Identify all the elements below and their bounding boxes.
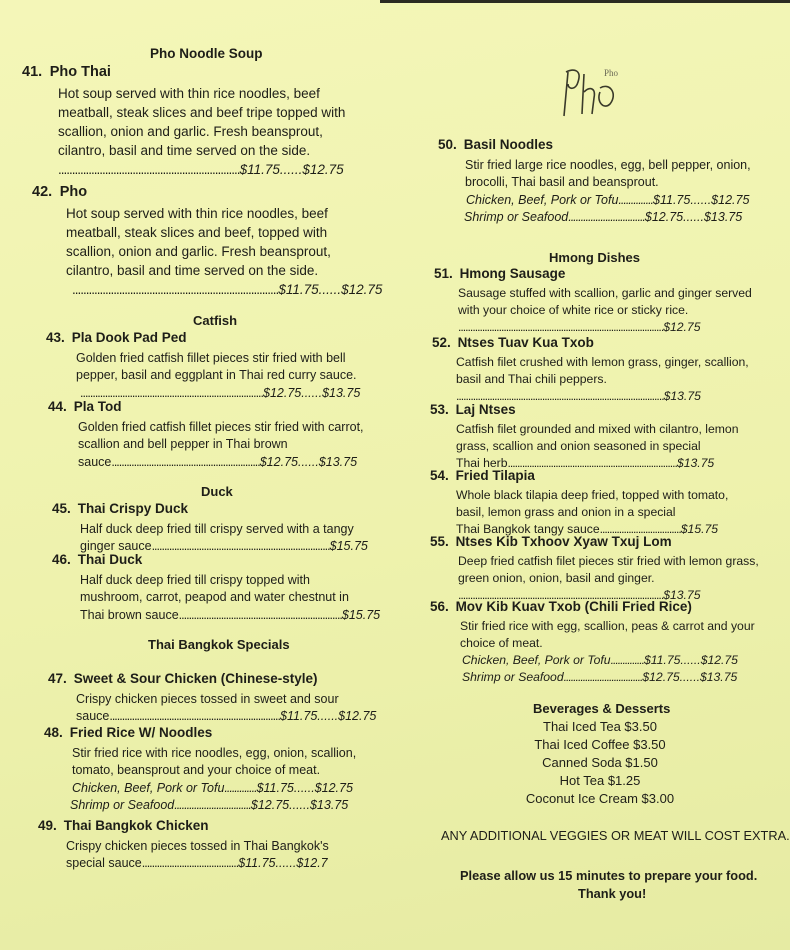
item-description: Hot soup served with thin rice noodles, beef meatball, steak slices and beef tripe topped with scallion, onion and garlic. Fresh beansprout, cilantro, basil and time served on the side. (58, 86, 346, 158)
section-specials: Thai Bangkok Specials (148, 637, 290, 652)
item-price: $11.75......$12.75 (653, 192, 750, 207)
menu-item-47: 47. Sweet & Sour Chicken (Chinese-style) Crispy chicken pieces tossed in sweet and sour sauce.....................................................................$11.75......$12.75 (48, 671, 377, 723)
item-price: $13.75 (676, 456, 715, 470)
item-description: Catfish filet grounded and mixed with cilantro, lemon grass, scallion and onion seasoned in special (456, 422, 739, 453)
item-number: 53. (430, 402, 449, 417)
menu-item-41: 41. Pho Thai Hot soup served with thin rice noodles, beef meatball, steak slices and beef tripe topped with scallion, onion and garlic. Fresh beansprout, cilantro, basil and time served on the side. ..................................................................$11.75......$12.75 (22, 62, 382, 179)
item-description: Crispy chicken pieces tossed in sweet and sour (76, 691, 339, 706)
item-name: Thai Duck (77, 552, 143, 567)
logo-text: Pho (604, 68, 619, 78)
menu-item-54: 54. Fried Tilapia Whole black tilapia deep fried, topped with tomato, basil, lemon grass and onion in a special Thai Bangkok tangy sauce..................................$15.75 (430, 467, 770, 538)
item-option: Chicken, Beef, Pork or Tofu (72, 780, 225, 795)
item-number: 41. (22, 64, 43, 80)
menu-item-50: 50. Basil Noodles Stir fried large rice noodles, egg, bell pepper, onion, brocolli, Thai basil and beansprout. Chicken, Beef, Pork or Tofu..............$11.75......$12.75 Shrimp or Seafood...............................$12.75......$13.75 (438, 136, 778, 227)
item-price: $11.75......$12.75 (239, 162, 344, 177)
item-name: Thai Crispy Duck (77, 501, 189, 516)
section-catfish: Catfish (193, 313, 238, 328)
item-name: Ntses Tuav Kua Txob (457, 335, 594, 350)
item-number: 51. (434, 266, 453, 281)
item-description: Sausage stuffed with scallion, garlic and ginger served with your choice of white rice or sticky rice. (458, 286, 752, 317)
item-price: $12.75 (663, 320, 701, 334)
item-price: $15.75 (341, 607, 381, 622)
item-number: 54. (430, 468, 449, 483)
item-price: $15.75 (329, 539, 368, 553)
item-description: Hot soup served with thin rice noodles, beef meatball, steak slices and beef, topped with scallion, onion and garlic. Fresh beansprout, cilantro, basil and time served on the side. (66, 206, 331, 278)
item-price: $12.75......$13.75 (263, 385, 361, 400)
item-price: $13.75 (663, 588, 701, 602)
item-name: Thai Bangkok Chicken (63, 818, 209, 833)
item-name: Pho (59, 184, 88, 200)
item-option: Shrimp or Seafood (70, 798, 175, 812)
menu-item-43: 43. Pla Dook Pad Ped Golden fried catfish fillet pieces stir fried with bell pepper, basil and eggplant in Thai red curry sauce. ..........................................................................$12.75......$13.75 (46, 329, 386, 402)
beverage-item: Coconut Ice Cream $3.00 (525, 791, 675, 806)
item-description-end: Thai herb (456, 456, 508, 470)
item-price: $12.75......$13.75 (259, 454, 358, 469)
item-name: Sweet & Sour Chicken (Chinese-style) (73, 671, 318, 686)
item-number: 50. (438, 137, 457, 152)
item-name: Laj Ntses (455, 402, 516, 417)
item-description: Deep fried catfish filet pieces stir fried with lemon grass, green onion, onion, basil and ginger. (458, 554, 759, 585)
item-number: 47. (48, 671, 67, 686)
beverage-item: Thai Iced Coffee $3.50 (534, 737, 666, 752)
item-description: Stir fried rice with rice noodles, egg, onion, scallion, tomato, beansprout and your choice of meat. (72, 745, 357, 777)
item-name: Hmong Sausage (459, 266, 566, 281)
item-number: 42. (32, 184, 53, 200)
item-price: $12.75......$13.75 (644, 210, 743, 224)
item-description-end: sauce (78, 454, 112, 469)
item-option: Shrimp or Seafood (464, 210, 569, 224)
item-name: Ntses Kib Txhoov Xyaw Txuj Lom (455, 534, 672, 549)
item-description-end: special sauce (66, 856, 142, 870)
item-name: Pho Thai (49, 64, 111, 80)
wait-time-note: Please allow us 15 minutes to prepare your food. (460, 868, 758, 883)
item-option: Chicken, Beef, Pork or Tofu (466, 192, 619, 207)
item-description: Whole black tilapia deep fried, topped with tomato, basil, lemon grass and onion in a special (456, 488, 729, 519)
menu-item-49: 49. Thai Bangkok Chicken Crispy chicken pieces tossed in Thai Bangkok's special sauce.......................................$11.75......$12.7 (38, 817, 388, 873)
menu-item-56: 56. Mov Kib Kuav Txob (Chili Fried Rice) Stir fried rice with egg, scallion, peas & carrot and your choice of meat. Chicken, Beef, Pork or Tofu..............$11.75......$12.75 Shrimp or Seafood.................................$12.75......$13.75 (430, 598, 775, 686)
item-number: 52. (432, 335, 451, 350)
item-number: 46. (52, 552, 71, 567)
item-option: Shrimp or Seafood (462, 670, 564, 684)
menu-item-42: 42. Pho Hot soup served with thin rice noodles, beef meatball, steak slices and beef, topped with scallion, onion and garlic. Fresh beansprout, cilantro, basil and time served on the side. ...........................................................................$11.75......$12.75 (32, 184, 383, 297)
item-description: Crispy chicken pieces tossed in Thai Bangkok's (66, 838, 329, 853)
beverage-list (520, 718, 680, 808)
item-description: Half duck deep fried till crispy topped with mushroom, carrot, peapod and water chestnut in (80, 572, 349, 604)
item-number: 48. (44, 725, 63, 740)
item-name: Fried Tilapia (455, 468, 535, 483)
menu-item-44: 44. Pla Tod Golden fried catfish fillet pieces stir fried with carrot, scallion and bell pepper in Thai brown sauce............................................................$12.75......$13.75 (48, 398, 388, 471)
item-name: Pla Tod (73, 399, 122, 414)
item-description: Half duck deep fried till crispy served with a tangy (80, 521, 354, 536)
item-option: Chicken, Beef, Pork or Tofu (462, 653, 611, 667)
item-name: Mov Kib Kuav Txob (Chili Fried Rice) (455, 599, 692, 614)
item-price: $11.75......$12.75 (256, 780, 353, 795)
menu-item-48: 48. Fried Rice W/ Noodles Stir fried rice with rice noodles, egg, onion, scallion, tomato, beansprout and your choice of meat. Chicken, Beef, Pork or Tofu.............$11.75......$12.75 Shrimp or Seafood...............................$12.75......$13.75 (44, 724, 394, 815)
item-name: Pla Dook Pad Ped (71, 330, 187, 345)
page-edge (380, 0, 790, 3)
item-price: $11.75......$12.7 (238, 856, 328, 870)
item-number: 44. (48, 399, 67, 414)
item-name: Fried Rice W/ Noodles (69, 725, 213, 740)
extra-charge-note: ANY ADDITIONAL VEGGIES OR MEAT WILL COST EXTRA. (441, 828, 790, 843)
item-description-end: Thai brown sauce (80, 607, 179, 622)
item-price: $11.75......$12.75 (280, 709, 377, 723)
item-description: Golden fried catfish fillet pieces stir fried with bell pepper, basil and eggplant in Thai red curry sauce. (76, 350, 357, 382)
thank-you-note: Thank you! (578, 886, 647, 901)
item-number: 49. (38, 818, 57, 833)
section-duck: Duck (201, 484, 233, 499)
section-pho: Pho Noodle Soup (150, 46, 263, 61)
item-description-end: sauce (76, 709, 110, 723)
beverage-item: Canned Soda $1.50 (542, 755, 658, 770)
item-price: $12.75......$13.75 (642, 670, 738, 684)
item-number: 55. (430, 534, 449, 549)
item-description: Catfish filet crushed with lemon grass, ginger, scallion, basil and Thai chili peppers. (456, 355, 749, 386)
beverage-item: Thai Iced Tea $3.50 (543, 719, 657, 734)
menu-item-45: 45. Thai Crispy Duck Half duck deep fried till crispy served with a tangy ginger sauce........................................................................$15.75 (52, 500, 392, 556)
item-price: $11.75......$12.75 (278, 282, 383, 297)
restaurant-logo (560, 64, 622, 122)
logo-sketch-icon (560, 64, 622, 122)
item-description-end: Thai Bangkok tangy sauce (456, 522, 600, 536)
item-number: 43. (46, 330, 65, 345)
item-description: Stir fried large rice noodles, egg, bell pepper, onion, brocolli, Thai basil and beansprout. (465, 157, 751, 189)
menu-item-46: 46. Thai Duck Half duck deep fried till crispy topped with mushroom, carrot, peapod and water chestnut in Thai brown sauce..................................................................$15.75 (52, 552, 381, 622)
item-price: $11.75......$12.75 (644, 653, 738, 667)
item-description: Golden fried catfish fillet pieces stir fried with carrot, scallion and bell pepper in Thai brown (78, 419, 364, 451)
section-hmong: Hmong Dishes (549, 250, 641, 265)
beverage-item: Hot Tea $1.25 (559, 773, 641, 788)
item-price: $12.75......$13.75 (250, 798, 349, 812)
item-description-end: ginger sauce (80, 539, 152, 553)
menu-item-55: 55. Ntses Kib Txhoov Xyaw Txuj Lom Deep fried catfish filet pieces stir fried with lemon grass, green onion, onion, basil and ginger. ......................................................................................$13.75 (430, 533, 775, 604)
item-number: 45. (52, 501, 71, 516)
item-price: $13.75 (663, 389, 701, 403)
menu-item-53: 53. Laj Ntses Catfish filet grounded and mixed with cilantro, lemon grass, scallion and onion seasoned in special Thai herb.......................................................................$13.75 (430, 401, 770, 472)
item-number: 56. (430, 599, 449, 614)
menu-item-51: 51. Hmong Sausage Sausage stuffed with scallion, garlic and ginger served with your choice of white rice or sticky rice. ......................................................................................$12.75 (434, 265, 774, 336)
item-name: Basil Noodles (463, 137, 554, 152)
item-price: $15.75 (680, 522, 719, 536)
item-description: Stir fried rice with egg, scallion, peas & carrot and your choice of meat. (460, 619, 755, 650)
section-beverages: Beverages & Desserts (533, 701, 671, 716)
menu-item-52: 52. Ntses Tuav Kua Txob Catfish filet crushed with lemon grass, ginger, scallion, basil and Thai chili peppers. .......................................................................................$13.75 (432, 334, 772, 405)
